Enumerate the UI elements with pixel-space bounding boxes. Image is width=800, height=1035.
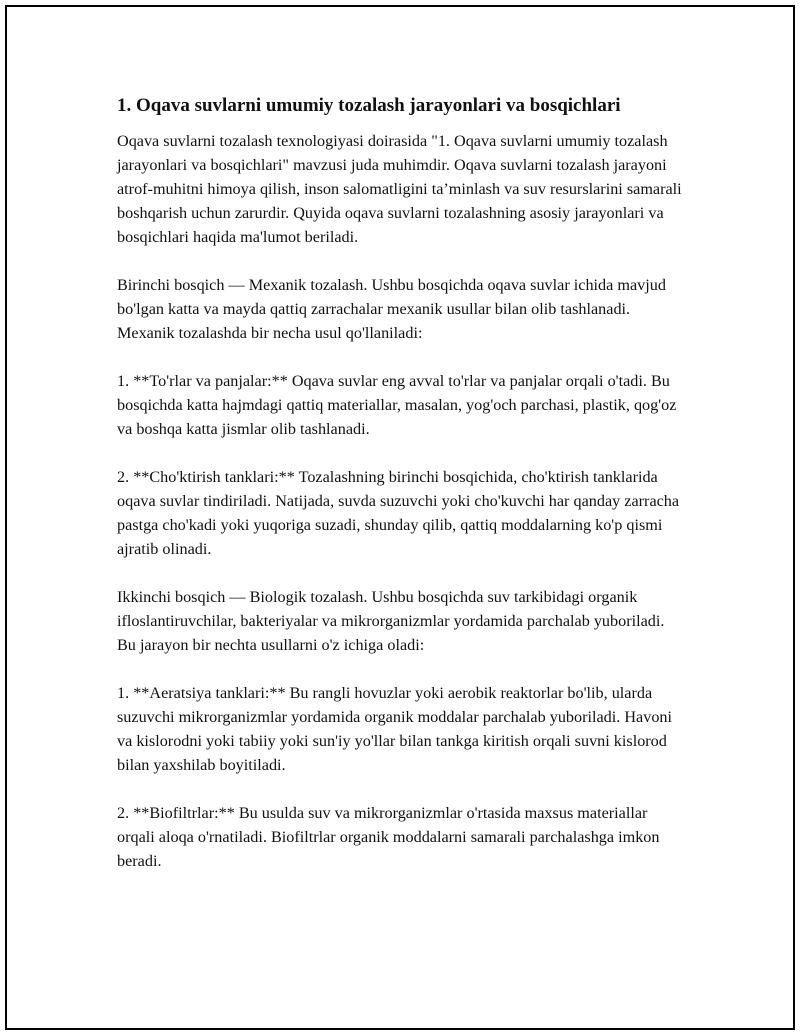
paragraph-stage-one: Birinchi bosqich — Mexanik tozalash. Ushbu bosqichda oqava suvlar ichida mavjud bo'lgan katta va mayda qattiq zarrachalar mexanik usullar bilan olib tashlanadi. Mexanik tozalashda bir necha usul qo'llaniladi: — [117, 276, 666, 342]
paragraph-aeration-tanks: 1. **Aeratsiya tanklari:** Bu rangli hovuzlar yoki aerobik reaktorlar bo'lib, ularda suzuvchi mikrorganizmlar yordamida organik moddalar parchalab yuboriladi. Havoni va kislorodni yoki tabiiy yoki sun'iy yo'llar bilan tankga kiritish orqali suvni kislorod bilan yaxshilab boyitiladi. — [117, 684, 673, 774]
document-body — [117, 92, 687, 897]
paragraph-settling-tanks: 2. **Cho'ktirish tanklari:** Tozalashning birinchi bosqichida, cho'ktirish tanklarida oqava suvlar tindiriladi. Natijada, suvda suzuvchi yoki cho'kuvchi har qanday zarracha pastga cho'kadi yoki yuqoriga suzadi, shunday qilib, qattiq moddalarning ko'p qismi ajratib olinadi. — [117, 468, 680, 558]
document-title: 1. Oqava suvlarni umumiy tozalash jarayonlari va bosqichlari — [117, 95, 621, 116]
paragraph-biofilters: 2. **Biofiltrlar:** Bu usulda suv va mikrorganizmlar o'rtasida maxsus materiallar orqali aloqa o'rnatiladi. Biofiltrlar organik moddalarni samarali parchalashga imkon beradi. — [117, 804, 660, 870]
paragraph-screens: 1. **To'rlar va panjalar:** Oqava suvlar eng avval to'rlar va panjalar orqali o'tadi. Bu bosqichda katta hajmdagi qattiq materiallar, masalan, yog'och parchasi, plastik, qog'oz va boshqa katta jismlar olib tashlanadi. — [117, 372, 677, 438]
paragraph-stage-two: Ikkinchi bosqich — Biologik tozalash. Ushbu bosqichda suv tarkibidagi organik ifloslantiruvchilar, bakteriyalar va mikrorganizmlar yordamida parchalab yuboriladi. Bu jarayon bir nechta usullarni o'z ichiga oladi: — [117, 588, 665, 654]
paragraph-intro: Oqava suvlarni tozalash texnologiyasi doirasida "1. Oqava suvlarni umumiy tozalash jarayonlari va bosqichlari" mavzusi juda muhimdir. Oqava suvlarni tozalash jarayoni atrof-muhitni himoya qilish, inson salomatligini taʼminlash va suv resurslarini samarali boshqarish uchun zarurdir. Quyida oqava suvlarni tozalashning asosiy jarayonlari va bosqichlari haqida ma'lumot beriladi. — [117, 132, 682, 246]
